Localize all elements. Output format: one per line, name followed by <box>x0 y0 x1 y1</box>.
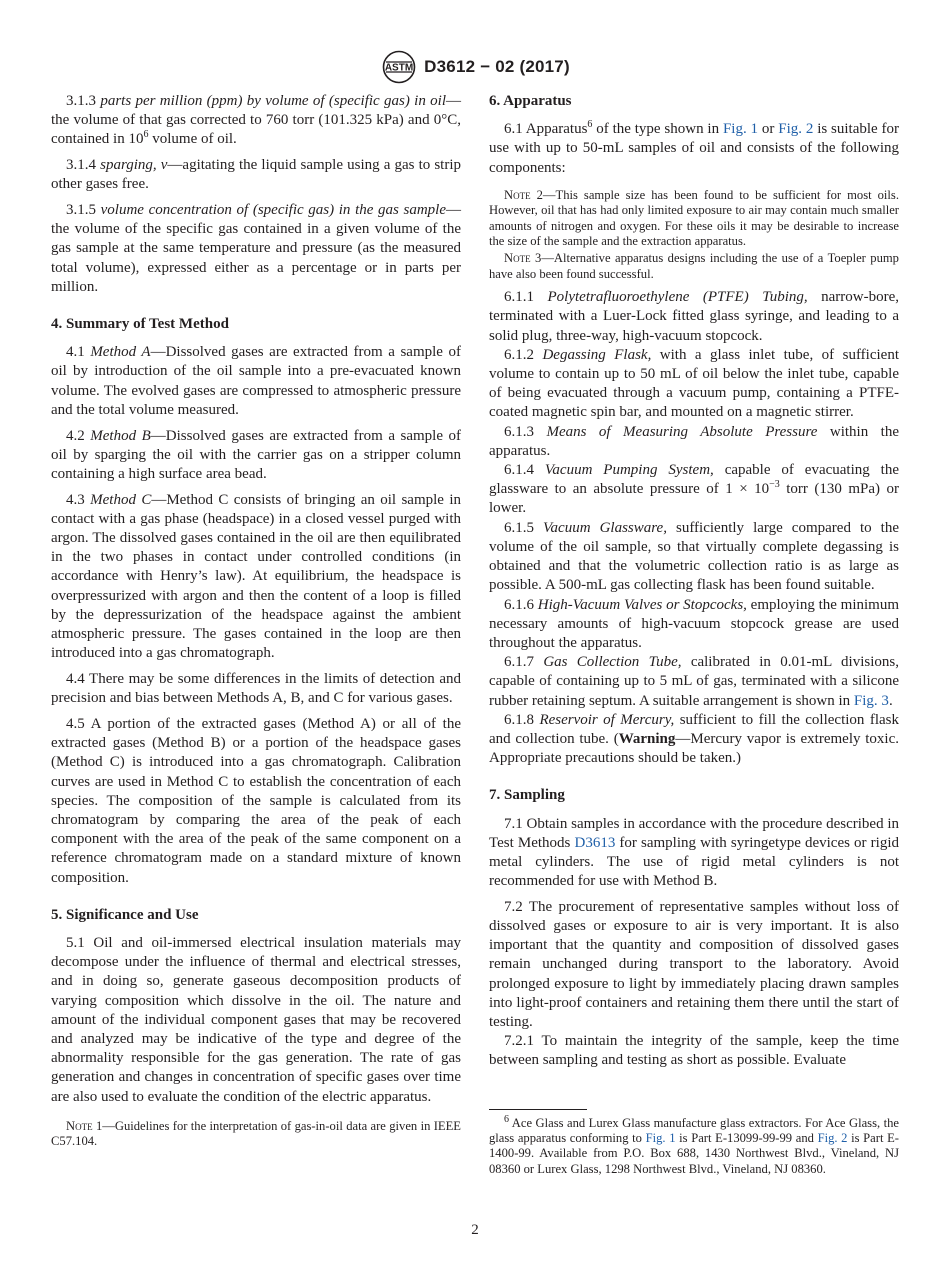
paragraph-4-2: 4.2 Method B—Dissolved gases are extracted from a sample of oil by sparging the oil with the carrier gas on a stripper column containing a high surface area bead. <box>51 427 462 482</box>
paragraph-6-1-3: 6.1.3 Means of Measuring Absolute Pressure within the apparatus. <box>489 423 899 459</box>
paragraph-4-4: 4.4 There may be some differences in the limits of detection and precision and bias between Methods A, B, and C for various gases. <box>51 670 461 707</box>
page-header <box>0 50 950 84</box>
paragraph-3-1-3: 3.1.3 parts per million (ppm) by volume of (specific gas) in oil—the volume of that gas corrected to 760 torr (101.325 kPa) and 0°C, contained in $10^6$ volume of oil. <box>51 93 461 148</box>
footnote-divider <box>489 1109 587 1110</box>
paragraph-6-1-2: 6.1.2 Degassing Flask, with a glass inlet tube, of sufficient volume to contain up to 50 mL of oil below the inlet tube, capable of being evacuated through a vacuum pump, containing a PTFE-coated magnetic spin bar, and mounted on a magnetic stirrer. <box>489 346 899 421</box>
paragraph-6-1-4: 6.1.4 Vacuum Pumping System, capable of evacuating the glassware to an absolute pressure of $1 \times 10^{-3}$ torr (130 mPa) or lower. <box>489 462 899 517</box>
section-heading-7: 7. Sampling <box>489 787 565 804</box>
section-heading-5: 5. Significance and Use <box>51 906 199 923</box>
astm-logo-icon <box>380 50 418 84</box>
left-column <box>51 92 461 1152</box>
fig-2-link[interactable]: Fig. 2 <box>778 121 814 138</box>
paragraph-7-2: 7.2 The procurement of representative samples without loss of dissolved gases or exposure to air is very important. It is also important that the quantity and composition of dissolved gases remain unchanged during transport to the laboratory. Avoid prolonged exposure to light by immediately placing drawn samples into light-proof containers and retaining them there until the start of testing. <box>489 898 899 1031</box>
paragraph-3-1-5: 3.1.5 volume concentration of (specific gas) in the gas sample—the volume of the specific gas contained in a given volume of the gas sample at the same temperature and pressure (as the measured total volume), expressed either as a percentage or in parts per million. <box>51 202 461 295</box>
paragraph-4-5: 4.5 A portion of the extracted gases (Method A) or all of the extracted gases (Method B) or a portion of the headspace gases (Method C) is introduced into a gas chromatograph. Calibration curves are used in Method C to establish the concentration of each species. The composition of the sample is calculated from its chromatogram by comparing the area of the peak of each component with the area of the peak of the same component on a reference chromatogram made on a standard mixture of known composition. <box>51 715 461 886</box>
fig-3-link[interactable]: Fig. 3 <box>853 692 889 709</box>
paragraph-6-1-5: 6.1.5 Vacuum Glassware, sufficiently large compared to the volume of the oil sample, so that virtually complete degassing is obtained and that the volumetric collection ratio is as large as possible. A 500-mL gas collecting flask has been found suitable. <box>489 519 900 594</box>
paragraph-4-1: 4.1 Method A—Dissolved gases are extracted from a sample of oil by introduction of the oil sample into a pre-evacuated known volume. The evolved gases are compressed to atmospheric pressure and the total volume measured. <box>51 344 462 418</box>
paragraph-6-1-1: 6.1.1 Polytetrafluoroethylene (PTFE) Tubing, narrow-bore, terminated with a Luer-Lock fitted glass syringe, and leading to a solid plug, three-way, high-vacuum stopcock. <box>489 289 900 344</box>
paragraph-6-1-7: 6.1.7 Gas Collection Tube, calibrated in 0.01-mL divisions, capable of containing up to 5 mL of gas, terminated with a silicone rubber retaining septum. A suitable arrangement is shown in Fig. 3. <box>489 654 899 709</box>
paragraph-6-1-6: 6.1.6 High-Vacuum Valves or Stopcocks, employing the minimum necessary amounts of high-vacuum stopcock grease are used throughout the apparatus. <box>489 596 900 651</box>
note-2: Note 2—This sample size has been found to be sufficient for most oils. However, oil that has had only limited exposure to air may contain much smaller amounts of nitrogen and oxygen. For these oils it may be desirable to increase the size of the sample and the extraction apparatus. <box>489 187 899 249</box>
page-number: 2 <box>471 1222 479 1238</box>
paragraph-3-1-4: 3.1.4 sparging, v—agitating the liquid sample using a gas to strip other gases free. <box>51 157 461 193</box>
paragraph-4-3: 4.3 Method C—Method C consists of bringing an oil sample in contact with a gas phase (headspace) in a closed vessel purged with argon. The dissolved gases contained in the oil are then equilibrated in the two phases in contact under controlled conditions (in accordance with Henry’s law). At equilibrium, the headspace is overpressurized with argon and then the content of a loop is filled by the depressurization of the headspace against the ambient atmospheric pressure. The gases contained in the loop are then introduced into a gas chromatograph. <box>51 491 462 662</box>
paragraph-6-1: 6.1 Apparatus$^6$ of the type shown in Fig. 1 or Fig. 2 is suitable for use with up to 50-mL samples of oil and consists of the following components: <box>489 119 900 176</box>
note-3: Note 3—Alternative apparatus designs including the use of a Toepler pump have also been found successful. <box>489 251 899 281</box>
fig-1-link[interactable]: Fig. 1 <box>722 121 759 138</box>
svg-text:ASTM: ASTM <box>385 62 414 74</box>
note-1: Note 1—Guidelines for the interpretation of gas-in-oil data are given in IEEE C57.104. <box>51 1118 461 1149</box>
section-heading-6: 6. Apparatus <box>489 93 572 109</box>
right-column <box>489 92 899 1177</box>
paragraph-6-1-8: 6.1.8 Reservoir of Mercury, sufficient to fill the collection flask and collection tube. (Warning—Mercury vapor is extremely toxic. Appropriate precautions should be taken.) <box>489 711 900 767</box>
paragraph-5-1: 5.1 Oil and oil-immersed electrical insulation materials may decompose under the influence of thermal and electrical stresses, and in doing so, generate gaseous decomposition products of varying composition which dissolve in the oil. The nature and amount of the individual component gases that may be recovered and analyzed may be indicative of the type and degree of the abnormality responsible for the gas generation. The rate of gas generation and changes in concentration of specific gases over time are also used to evaluate the condition of the electric apparatus. <box>51 934 461 1105</box>
footnote-6: $^6$ Ace Glass and Lurex Glass manufacture glass extractors. For Ace Glass, the glass apparatus conforming to Fig. 1 is Part E-13099-99-99 and Fig. 2 is Part E-1400-99. Available from P.O. Box 688, 1430 Northwest Blvd., Vineland, NJ 08360 or Lurex Glass, 1298 Northwest Blvd., Vineland, NJ 08360. <box>489 1113 899 1176</box>
d3613-link[interactable]: D3613 <box>574 834 616 851</box>
standard-designation: D3612 − 02 (2017) <box>424 57 570 76</box>
paragraph-7-2-1: 7.2.1 To maintain the integrity of the sample, keep the time between sampling and testing as short as possible. Evaluate <box>489 1033 899 1069</box>
paragraph-7-1: 7.1 Obtain samples in accordance with the procedure described in Test Methods D3613 for sampling with syringetype devices or rigid metal cylinders. The use of rigid metal cylinders is not recommended for use with Method B. <box>489 815 899 890</box>
footnote-fig-1-link[interactable]: Fig. 1 <box>645 1131 676 1146</box>
footnote-fig-2-link[interactable]: Fig. 2 <box>817 1131 848 1146</box>
section-heading-4: 4. Summary of Test Method <box>51 316 229 333</box>
